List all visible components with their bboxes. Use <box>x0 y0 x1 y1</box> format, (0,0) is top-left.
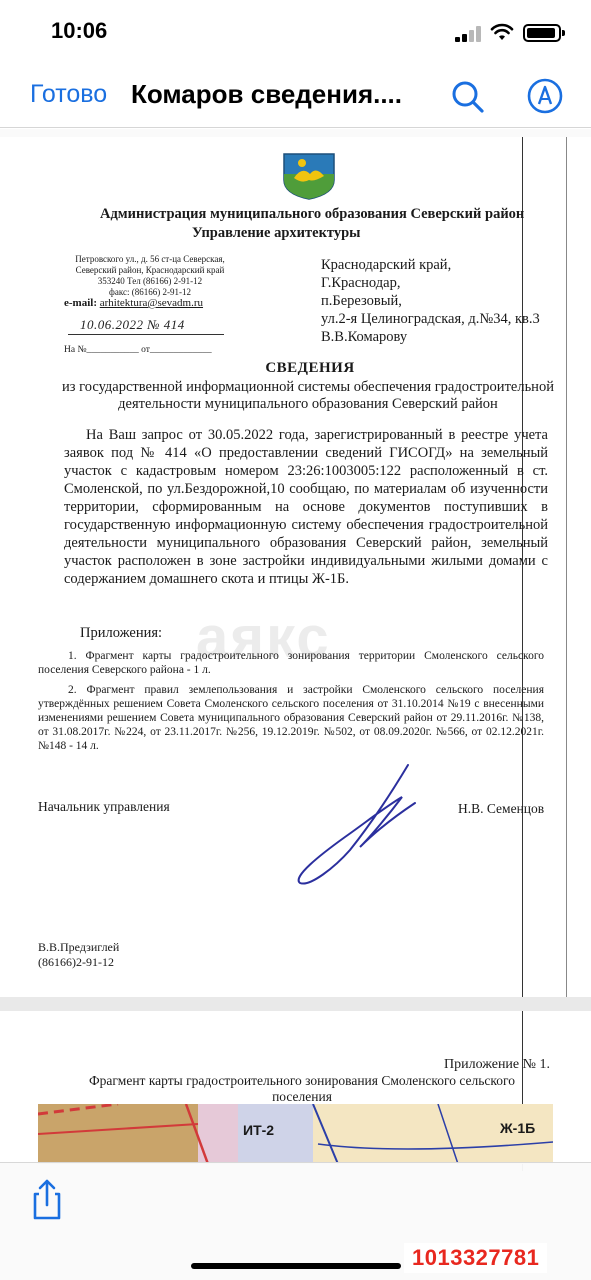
status-bar <box>0 0 591 66</box>
recipient-line: п.Березовый, <box>321 293 402 309</box>
map-zone-label: ИТ-2 <box>243 1122 275 1138</box>
executor-block <box>38 940 119 970</box>
email-row <box>64 297 203 309</box>
executor-phone: (86166)2-91-12 <box>38 955 114 969</box>
dept-title: Управление архитектуры <box>192 225 361 241</box>
search-icon[interactable] <box>450 79 486 115</box>
outgoing-number: 10.06.2022 № 414 <box>80 317 185 332</box>
address-line: Северский район, Краснодарский край <box>75 265 225 275</box>
coat-of-arms-emblem <box>280 152 338 200</box>
attachment-item: 1. Фрагмент карты градостроительного зонирования территории Смоленского сельского поселения Северского района - 1 л. <box>38 650 544 676</box>
org-title: Администрация муниципального образования Северский район <box>100 206 525 222</box>
done-button[interactable]: Готово <box>30 80 108 108</box>
appendix-title: Фрагмент карты градостроительного зонирования Смоленского сельского поселения <box>89 1073 515 1104</box>
email-label: e-mail: <box>64 297 97 309</box>
divider <box>68 334 224 335</box>
wifi-icon <box>490 22 514 42</box>
reference-row: На №___________ от_____________ <box>64 345 212 355</box>
page-separator <box>0 997 591 1011</box>
chief-label: Начальник управления <box>38 799 170 814</box>
nav-bar <box>0 66 591 128</box>
email-link: arhitektura@sevadm.ru <box>99 297 204 309</box>
recipient-line: Краснодарский край, <box>321 257 452 273</box>
watermark: аякс <box>196 605 331 670</box>
scan-edge-line <box>566 137 567 997</box>
chief-name: Н.В. Семенцов <box>458 801 545 816</box>
share-icon[interactable] <box>30 1178 64 1222</box>
listing-id-badge: 1013327781 <box>404 1243 547 1273</box>
map-zone-label: Ж-1Б <box>500 1120 536 1136</box>
battery-icon <box>523 24 561 42</box>
attachment-item: 2. Фрагмент правил землепользования и застройки Смоленского сельского поселения утверждённых решением Совета Смоленского сельского поселения от 31.10.2014 №19 с внесенными изменениями решением Совета муниципального образования Северский район от 29.11.2016г. №138, от 31.08.2017г. №224, от 23.11.2017г. №256, 19.12.2019г. №502, от 08.09.2020г. №566, от 02.12.2021г. №148 - 14 л. <box>38 684 544 752</box>
document-subheading: из государственной информационной системы обеспечения градостроительной деятельности муниципального образования Северский район <box>62 379 554 412</box>
recipient-line: Г.Краснодар, <box>321 275 401 291</box>
recipient-address <box>321 256 540 346</box>
body-paragraph <box>64 426 548 588</box>
document-title: Комаров сведения.... <box>131 79 403 109</box>
markup-pen-icon[interactable] <box>526 77 564 115</box>
attachments-heading: Приложения: <box>80 625 163 641</box>
recipient-line: В.В.Комарову <box>321 329 408 345</box>
address-line: 353240 Тел (86166) 2-91-12 <box>97 276 203 286</box>
cellular-signal-icon <box>455 26 483 42</box>
handwritten-signature <box>290 755 430 895</box>
document-heading: СВЕДЕНИЯ <box>265 360 355 376</box>
bottom-toolbar <box>0 1162 591 1280</box>
status-time: 10:06 <box>51 18 108 43</box>
recipient-line: ул.2-я Целиноградская, д.№34, кв.3 <box>321 311 540 327</box>
body-text: На Ваш запрос от 30.05.2022 года, зарегистрированный в реестре учета заявок под № 414 «О предоставлении сведений ГИСОГД» на земельный участок с кадастровым номером 23:26:1003005:122 расположенный в ст. Смоленской, по ул.Бездорожной,10 сообщаю, по материалам об изученности территории, сформированным на основе документов поступивших в государственную информационную систему обеспечения градостроительной деятельности муниципального образования Северский район, земельный участок расположен в зоне застройки индивидуальными жилыми домами с содержанием домашнего скота и птицы Ж-1Б. <box>64 427 548 587</box>
appendix-number: Приложение № 1. <box>444 1057 550 1072</box>
sender-address <box>50 254 250 298</box>
zoning-map-fragment <box>38 1104 553 1164</box>
address-line: факс: (86166) 2-91-12 <box>109 287 191 297</box>
home-indicator[interactable] <box>191 1263 401 1269</box>
map-graphic <box>38 1104 553 1164</box>
executor-name: В.В.Предзиглей <box>38 940 120 954</box>
address-line: Петровского ул., д. 56 ст-ца Северская, <box>75 254 225 264</box>
